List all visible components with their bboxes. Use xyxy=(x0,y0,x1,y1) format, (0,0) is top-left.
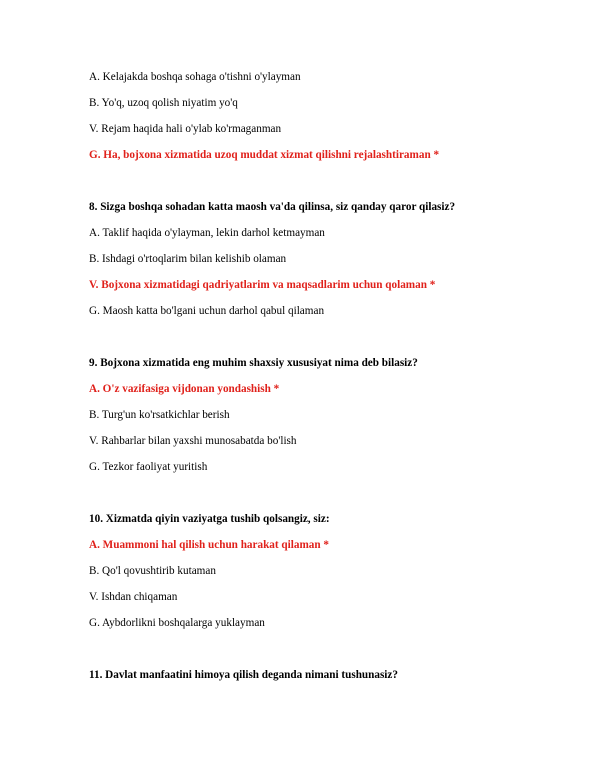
q10-option-b: B. Qo'l qovushtirib kutaman xyxy=(89,565,216,577)
q7-option-v: V. Rejam haqida hali o'ylab ko'rmaganman xyxy=(89,123,282,135)
q9-option-a-correct: A. O'z vazifasiga vijdonan yondashish * xyxy=(89,383,280,395)
q8-option-v-correct: V. Bojxona xizmatidagi qadriyatlarim va maqsadlarim uchun qolaman * xyxy=(89,279,436,291)
q10-option-v: V. Ishdan chiqaman xyxy=(89,591,178,603)
q9-option-v: V. Rahbarlar bilan yaxshi munosabatda bo'lish xyxy=(89,435,297,447)
q11-question: 11. Davlat manfaatini himoya qilish deganda nimani tushunasiz? xyxy=(89,669,398,681)
q8-option-a: A. Taklif haqida o'ylayman, lekin darhol ketmayman xyxy=(89,227,325,239)
q9-option-g: G. Tezkor faoliyat yuritish xyxy=(89,461,208,473)
q8-question: 8. Sizga boshqa sohadan katta maosh va'da qilinsa, siz qanday qaror qilasiz? xyxy=(89,201,456,213)
q8-option-b: B. Ishdagi o'rtoqlarim bilan kelishib olaman xyxy=(89,253,287,265)
q10-option-a-correct: A. Muammoni hal qilish uchun harakat qilaman * xyxy=(89,539,329,551)
q10-question: 10. Xizmatda qiyin vaziyatga tushib qolsangiz, siz: xyxy=(89,513,330,525)
q7-option-g-correct: G. Ha, bojxona xizmatida uzoq muddat xizmat qilishni rejalashtiraman * xyxy=(89,149,440,161)
q7-option-a: A. Kelajakda boshqa sohaga o'tishni o'ylayman xyxy=(89,71,301,83)
q10-option-g: G. Aybdorlikni boshqalarga yuklayman xyxy=(89,617,265,629)
q9-question: 9. Bojxona xizmatida eng muhim shaxsiy xususiyat nima deb bilasiz? xyxy=(89,357,418,369)
q7-option-b: B. Yo'q, uzoq qolish niyatim yo'q xyxy=(89,97,238,109)
q9-option-b: B. Turg'un ko'rsatkichlar berish xyxy=(89,409,230,421)
q8-option-g: G. Maosh katta bo'lgani uchun darhol qabul qilaman xyxy=(89,305,325,317)
